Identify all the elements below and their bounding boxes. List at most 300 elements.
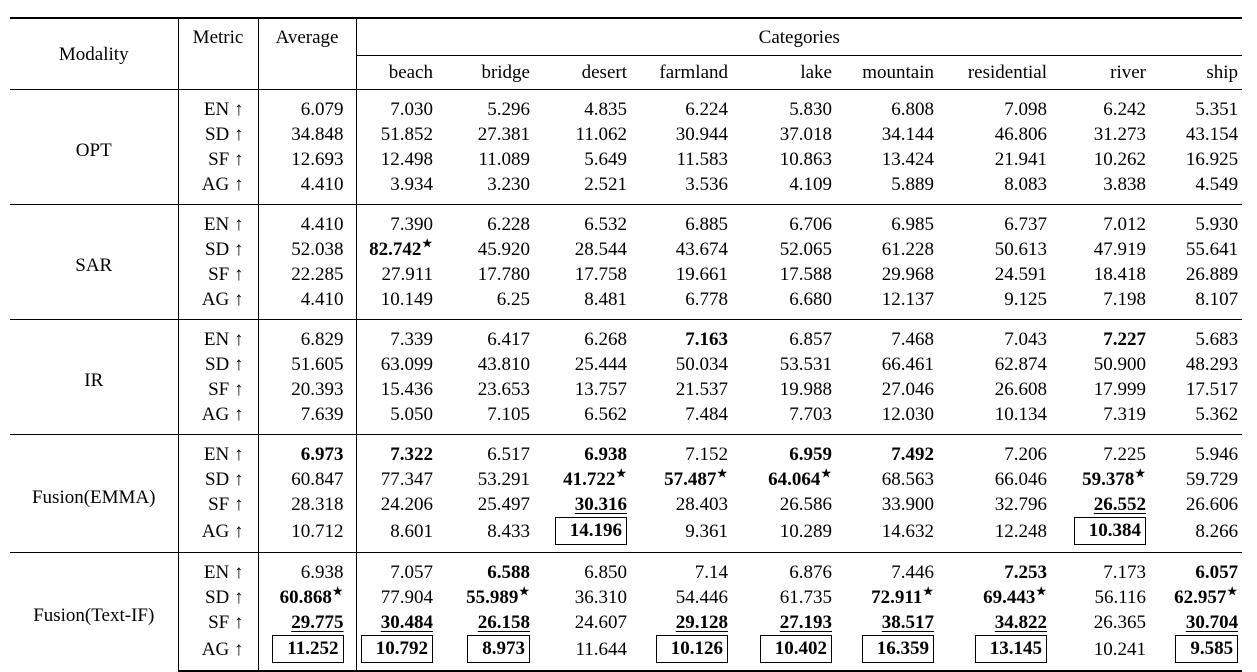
cell-value: 8.083 xyxy=(1004,174,1047,195)
value-cell xyxy=(740,585,844,610)
value-cell xyxy=(445,205,542,238)
modality-label: Fusion(Text-IF) xyxy=(10,553,178,672)
cell-value: 6.808 xyxy=(891,99,934,120)
value-cell xyxy=(1158,610,1242,635)
value-cell xyxy=(639,517,740,553)
value-cell xyxy=(946,287,1059,320)
cell-value: 15.436 xyxy=(380,379,433,400)
value-cell xyxy=(356,205,445,238)
value-cell xyxy=(946,467,1059,492)
value-cell xyxy=(356,467,445,492)
metric-label: EN ↑ xyxy=(178,90,258,123)
cell-value: 8.601 xyxy=(390,520,433,542)
table-row xyxy=(10,467,1242,492)
column-header-ship: ship xyxy=(1206,62,1239,83)
table-row xyxy=(10,205,1242,238)
column-header-residential: residential xyxy=(967,62,1047,83)
cell-value: 6.938 xyxy=(300,562,344,583)
metric-label: AG ↑ xyxy=(178,402,258,435)
value-cell xyxy=(740,205,844,238)
value-cell xyxy=(542,237,639,262)
cell-value: 37.018 xyxy=(779,124,832,145)
value-cell xyxy=(356,352,445,377)
header-row-top xyxy=(10,18,1242,56)
value-cell xyxy=(542,402,639,435)
cell-value: 7.468 xyxy=(891,329,934,350)
average-cell xyxy=(258,90,356,123)
value-cell xyxy=(946,517,1059,553)
value-cell xyxy=(356,553,445,586)
cell-value: 25.497 xyxy=(477,494,530,515)
cell-value: 29.128 xyxy=(675,612,728,633)
metric-label: SD ↑ xyxy=(178,237,258,262)
metric-label: SF ↑ xyxy=(178,492,258,517)
value-cell xyxy=(1158,90,1242,123)
value-cell xyxy=(844,90,946,123)
value-cell xyxy=(844,553,946,586)
table-row xyxy=(10,635,1242,671)
categories-header: Categories xyxy=(356,18,1242,56)
cell-value: 7.484 xyxy=(685,404,728,425)
cell-value: 5.830 xyxy=(789,99,832,120)
metric-label: AG ↑ xyxy=(178,172,258,205)
cell-value: 10.289 xyxy=(779,520,832,542)
results-table xyxy=(10,17,1242,672)
cell-value: 7.152 xyxy=(685,444,728,465)
value-cell xyxy=(844,517,946,553)
value-cell xyxy=(356,635,445,671)
cell-value: 66.046 xyxy=(994,469,1047,490)
value-cell xyxy=(844,610,946,635)
cell-value: 5.296 xyxy=(487,99,530,120)
cell-value: 30.484 xyxy=(380,612,433,633)
value-cell xyxy=(356,320,445,353)
cell-value: 59.729 xyxy=(1185,469,1239,490)
cell-value: 72.911 xyxy=(871,587,923,608)
value-cell xyxy=(542,585,639,610)
value-cell xyxy=(740,172,844,205)
cell-value: 45.920 xyxy=(477,239,530,260)
metric-label: AG ↑ xyxy=(178,517,258,553)
value-cell xyxy=(356,435,445,468)
value-cell xyxy=(542,517,639,553)
cell-value: 23.653 xyxy=(477,379,530,400)
modality-label: Fusion(EMMA) xyxy=(10,435,178,553)
cell-value: 55.989 xyxy=(466,587,519,608)
table-row xyxy=(10,237,1242,262)
cell-value: 50.034 xyxy=(675,354,728,375)
value-cell xyxy=(1059,237,1158,262)
value-cell xyxy=(844,237,946,262)
cell-value: 10.792 xyxy=(375,638,428,659)
cell-value: 7.057 xyxy=(390,562,433,583)
metric-label: AG ↑ xyxy=(178,635,258,671)
cell-value: 47.919 xyxy=(1093,239,1146,260)
value-cell xyxy=(356,287,445,320)
table-row xyxy=(10,377,1242,402)
average-cell xyxy=(258,320,356,353)
cell-value: 26.552 xyxy=(1093,494,1146,515)
cell-value: 4.549 xyxy=(1195,174,1239,195)
value-cell xyxy=(356,402,445,435)
value-cell xyxy=(1059,553,1158,586)
modality-label: SAR xyxy=(10,205,178,320)
value-cell xyxy=(1158,205,1242,238)
cell-value: 3.934 xyxy=(390,174,433,195)
modality-header: Modality xyxy=(10,18,178,90)
cell-value: 6.079 xyxy=(300,99,344,120)
value-cell xyxy=(844,402,946,435)
cell-value: 53.531 xyxy=(779,354,832,375)
value-cell xyxy=(639,467,740,492)
value-cell xyxy=(740,467,844,492)
value-cell xyxy=(445,585,542,610)
value-cell xyxy=(1158,635,1242,671)
cell-value: 28.544 xyxy=(574,239,627,260)
cell-value: 27.381 xyxy=(477,124,530,145)
metric-label: SF ↑ xyxy=(178,262,258,287)
value-cell xyxy=(445,635,542,671)
cell-value: 38.517 xyxy=(881,612,934,633)
value-cell xyxy=(1059,147,1158,172)
value-cell xyxy=(356,237,445,262)
cell-value: 26.608 xyxy=(994,379,1047,400)
cell-value: 60.868 xyxy=(279,587,332,608)
value-cell xyxy=(946,205,1059,238)
column-header-mountain: mountain xyxy=(862,62,934,83)
value-cell xyxy=(946,610,1059,635)
value-cell xyxy=(639,122,740,147)
cell-value: 48.293 xyxy=(1185,354,1239,375)
value-cell xyxy=(1059,262,1158,287)
cell-value: 4.410 xyxy=(300,289,344,310)
value-cell xyxy=(946,402,1059,435)
cell-value: 30.944 xyxy=(675,124,728,145)
value-cell xyxy=(1059,467,1158,492)
cell-value: 16.925 xyxy=(1185,149,1239,170)
column-header-lake: lake xyxy=(800,62,832,83)
table-body xyxy=(10,90,1242,672)
value-cell xyxy=(844,262,946,287)
cell-value: 12.248 xyxy=(994,520,1047,542)
cell-value: 6.228 xyxy=(487,214,530,235)
value-cell xyxy=(1158,435,1242,468)
value-cell xyxy=(740,147,844,172)
cell-value: 12.693 xyxy=(291,149,344,170)
value-cell xyxy=(445,467,542,492)
cell-value: 14.196 xyxy=(569,520,622,541)
average-cell xyxy=(258,172,356,205)
average-cell xyxy=(258,610,356,635)
cell-value: 5.050 xyxy=(390,404,433,425)
metric-label: AG ↑ xyxy=(178,287,258,320)
value-cell xyxy=(1059,320,1158,353)
value-cell xyxy=(740,517,844,553)
cell-value: 6.857 xyxy=(789,329,832,350)
value-cell xyxy=(445,517,542,553)
cell-value: 50.900 xyxy=(1093,354,1146,375)
metric-label: EN ↑ xyxy=(178,553,258,586)
cell-value: 5.351 xyxy=(1195,99,1239,120)
star-marker: ★ xyxy=(615,465,627,481)
best-box xyxy=(862,635,934,663)
cell-value: 6.25 xyxy=(496,289,530,310)
value-cell xyxy=(445,610,542,635)
metric-label: SD ↑ xyxy=(178,585,258,610)
best-box xyxy=(555,517,627,545)
value-cell xyxy=(740,553,844,586)
cell-value: 11.583 xyxy=(676,149,728,170)
value-cell xyxy=(1158,262,1242,287)
cell-value: 5.946 xyxy=(1195,444,1239,465)
table-row xyxy=(10,262,1242,287)
cell-value: 55.641 xyxy=(1185,239,1239,260)
table-row xyxy=(10,402,1242,435)
cell-value: 57.487 xyxy=(664,469,717,490)
cell-value: 21.537 xyxy=(675,379,728,400)
cell-value: 27.193 xyxy=(779,612,832,633)
value-cell xyxy=(356,90,445,123)
value-cell xyxy=(1059,352,1158,377)
cell-value: 17.999 xyxy=(1093,379,1146,400)
cell-value: 51.852 xyxy=(380,124,433,145)
cell-value: 6.706 xyxy=(789,214,832,235)
cell-value: 5.683 xyxy=(1195,329,1239,350)
value-cell xyxy=(1059,610,1158,635)
average-cell xyxy=(258,147,356,172)
metric-label: SF ↑ xyxy=(178,377,258,402)
value-cell xyxy=(1158,237,1242,262)
cell-value: 14.632 xyxy=(881,520,934,542)
cell-value: 7.227 xyxy=(1103,329,1146,350)
cell-value: 5.930 xyxy=(1195,214,1239,235)
cell-value: 8.107 xyxy=(1195,289,1239,310)
value-cell xyxy=(542,205,639,238)
cell-value: 7.253 xyxy=(1004,562,1047,583)
cell-value: 9.125 xyxy=(1004,289,1047,310)
cell-value: 3.230 xyxy=(487,174,530,195)
cell-value: 10.134 xyxy=(994,404,1047,425)
value-cell xyxy=(844,352,946,377)
value-cell xyxy=(542,377,639,402)
value-cell xyxy=(639,635,740,671)
value-cell xyxy=(639,205,740,238)
cell-value: 43.810 xyxy=(477,354,530,375)
value-cell xyxy=(1059,90,1158,123)
value-cell xyxy=(639,377,740,402)
value-cell xyxy=(740,402,844,435)
metric-label: SD ↑ xyxy=(178,467,258,492)
best-box xyxy=(975,635,1047,663)
value-cell xyxy=(445,553,542,586)
cell-value: 11.062 xyxy=(575,124,627,145)
average-cell xyxy=(258,122,356,147)
column-header-farmland: farmland xyxy=(659,62,728,83)
cell-value: 29.968 xyxy=(881,264,934,285)
star-marker: ★ xyxy=(518,583,530,599)
cell-value: 19.661 xyxy=(675,264,728,285)
cell-value: 9.361 xyxy=(685,520,728,542)
table-row xyxy=(10,517,1242,553)
cell-value: 22.285 xyxy=(291,264,344,285)
value-cell xyxy=(740,377,844,402)
cell-value: 17.588 xyxy=(779,264,832,285)
cell-value: 8.973 xyxy=(482,638,525,659)
cell-value: 30.704 xyxy=(1185,612,1239,633)
value-cell xyxy=(740,237,844,262)
cell-value: 63.099 xyxy=(380,354,433,375)
value-cell xyxy=(1158,467,1242,492)
value-cell xyxy=(542,320,639,353)
value-cell xyxy=(639,90,740,123)
cell-value: 16.359 xyxy=(876,638,929,659)
value-cell xyxy=(445,237,542,262)
cell-value: 34.144 xyxy=(881,124,934,145)
metric-label: EN ↑ xyxy=(178,205,258,238)
column-header-bridge: bridge xyxy=(481,62,530,83)
star-marker: ★ xyxy=(820,465,832,481)
average-header: Average xyxy=(258,18,356,56)
value-cell xyxy=(740,352,844,377)
cell-value: 62.874 xyxy=(994,354,1047,375)
star-marker: ★ xyxy=(331,583,344,599)
cell-value: 50.613 xyxy=(994,239,1047,260)
cell-value: 7.703 xyxy=(789,404,832,425)
value-cell xyxy=(639,172,740,205)
metric-label: EN ↑ xyxy=(178,320,258,353)
cell-value: 7.322 xyxy=(390,444,433,465)
value-cell xyxy=(445,377,542,402)
cell-value: 61.735 xyxy=(779,587,832,608)
cell-value: 7.14 xyxy=(694,562,728,583)
cell-value: 7.390 xyxy=(390,214,433,235)
value-cell xyxy=(356,517,445,553)
cell-value: 26.586 xyxy=(779,494,832,515)
value-cell xyxy=(542,635,639,671)
table-row xyxy=(10,352,1242,377)
value-cell xyxy=(356,610,445,635)
cell-value: 34.848 xyxy=(291,124,344,145)
cell-value: 10.241 xyxy=(1093,638,1146,660)
cell-value: 27.046 xyxy=(881,379,934,400)
value-cell xyxy=(542,610,639,635)
average-cell xyxy=(258,287,356,320)
average-cell xyxy=(258,467,356,492)
value-cell xyxy=(445,352,542,377)
average-cell xyxy=(258,585,356,610)
table-row xyxy=(10,585,1242,610)
value-cell xyxy=(1158,402,1242,435)
value-cell xyxy=(946,435,1059,468)
cell-value: 69.443 xyxy=(983,587,1036,608)
value-cell xyxy=(1158,553,1242,586)
value-cell xyxy=(740,320,844,353)
value-cell xyxy=(445,262,542,287)
average-cell xyxy=(258,237,356,262)
cell-value: 10.149 xyxy=(380,289,433,310)
best-box xyxy=(361,635,433,663)
cell-value: 41.722 xyxy=(563,469,616,490)
value-cell xyxy=(946,320,1059,353)
value-cell xyxy=(1059,492,1158,517)
value-cell xyxy=(844,147,946,172)
best-box xyxy=(1175,635,1238,663)
cell-value: 54.446 xyxy=(675,587,728,608)
cell-value: 12.030 xyxy=(881,404,934,425)
cell-value: 26.889 xyxy=(1185,264,1239,285)
cell-value: 10.384 xyxy=(1088,520,1141,541)
table-row xyxy=(10,553,1242,586)
value-cell xyxy=(639,492,740,517)
value-cell xyxy=(740,90,844,123)
average-header-spacer xyxy=(258,56,356,90)
value-cell xyxy=(1158,287,1242,320)
cell-value: 7.446 xyxy=(891,562,934,583)
results-table-container xyxy=(10,17,1242,672)
cell-value: 7.173 xyxy=(1103,562,1146,583)
value-cell xyxy=(1158,172,1242,205)
average-cell xyxy=(258,205,356,238)
value-cell xyxy=(740,635,844,671)
star-marker: ★ xyxy=(421,235,433,251)
average-cell xyxy=(258,402,356,435)
cell-value: 3.838 xyxy=(1103,174,1146,195)
cell-value: 26.158 xyxy=(477,612,530,633)
value-cell xyxy=(1059,287,1158,320)
table-row xyxy=(10,122,1242,147)
cell-value: 10.126 xyxy=(670,638,723,659)
cell-value: 27.911 xyxy=(381,264,433,285)
value-cell xyxy=(356,377,445,402)
cell-value: 7.030 xyxy=(390,99,433,120)
cell-value: 10.402 xyxy=(774,638,827,659)
value-cell xyxy=(946,553,1059,586)
cell-value: 7.098 xyxy=(1004,99,1047,120)
cell-value: 20.393 xyxy=(291,379,344,400)
star-marker: ★ xyxy=(716,465,728,481)
value-cell xyxy=(844,492,946,517)
average-cell xyxy=(258,492,356,517)
modality-label: OPT xyxy=(10,90,178,205)
cell-value: 3.536 xyxy=(685,174,728,195)
cell-value: 26.606 xyxy=(1185,494,1239,515)
cell-value: 6.562 xyxy=(584,404,627,425)
metric-label: SF ↑ xyxy=(178,610,258,635)
value-cell xyxy=(542,352,639,377)
value-cell xyxy=(740,492,844,517)
cell-value: 30.316 xyxy=(574,494,627,515)
value-cell xyxy=(1059,635,1158,671)
cell-value: 4.835 xyxy=(584,99,627,120)
value-cell xyxy=(356,262,445,287)
cell-value: 13.145 xyxy=(989,638,1042,659)
column-header-river: river xyxy=(1110,62,1146,83)
cell-value: 7.225 xyxy=(1103,444,1146,465)
average-cell xyxy=(258,352,356,377)
value-cell xyxy=(1158,492,1242,517)
value-cell xyxy=(445,172,542,205)
value-cell xyxy=(946,90,1059,123)
cell-value: 5.889 xyxy=(891,174,934,195)
value-cell xyxy=(639,262,740,287)
cell-value: 46.806 xyxy=(994,124,1047,145)
value-cell xyxy=(1059,435,1158,468)
average-cell xyxy=(258,435,356,468)
cell-value: 6.680 xyxy=(789,289,832,310)
value-cell xyxy=(844,435,946,468)
cell-value: 7.492 xyxy=(891,444,934,465)
value-cell xyxy=(946,585,1059,610)
